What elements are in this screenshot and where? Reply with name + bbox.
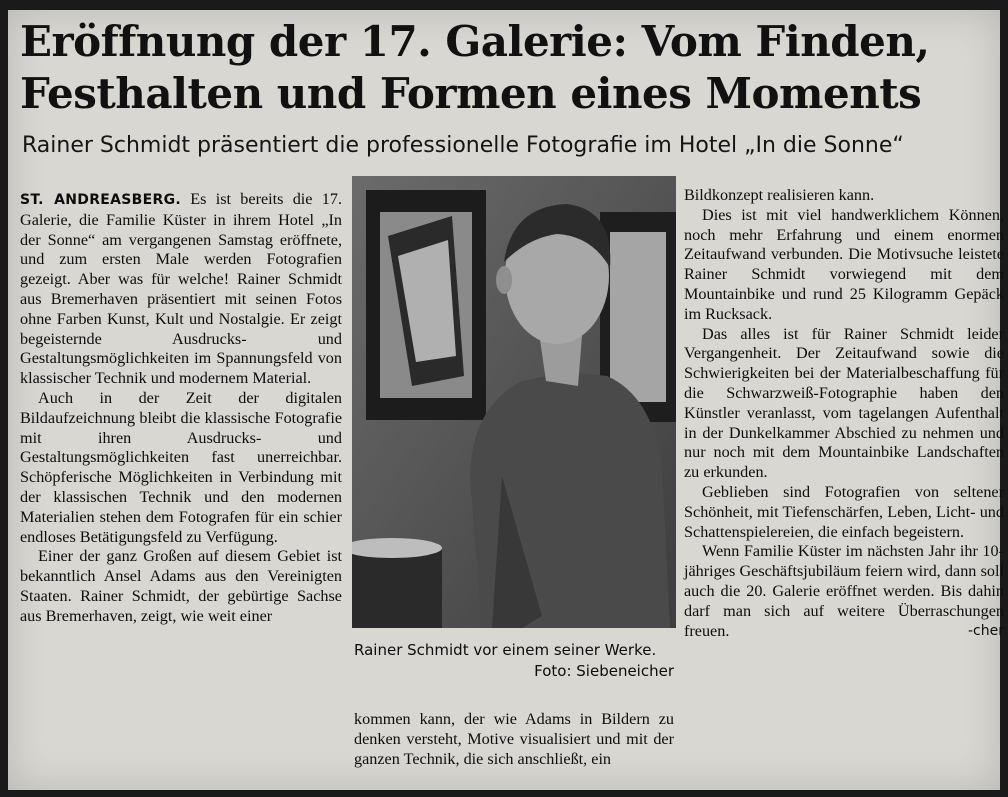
paragraph-text: Wenn Familie Küster im nächsten Jahr ihr 10-jähriges Geschäftsjubiläum feiern wird, dann soll auch die 20. Galerie eröffnet werden. Bis dahin darf man sich auf weitere Überraschungen freuen. [684,542,1004,640]
paragraph: kommen kann, der wie Adams in Bildern zu denken versteht, Motive visualisiert und mit der ganzen Technik, die sich anschließt, ein [354,710,674,768]
paragraph-text: Es ist bereits die 17. Galerie, die Familie Küster in ihrem Hotel „In der Sonne“ am vergangenen Samstag eröffnete, und zum ersten Male werden Fotografien gezeigt. Aber was für welche! Rainer Schmidt aus Bremerhaven präsentiert mit seinen Fotos ohne Farben Kunst, Kult und Nostalgie. Er zeigt begeisternde Ausdrucks- und Gestaltungsmöglichkeiten im Spannungsfeld von klassischer Technik und modernem Material. [20,190,342,388]
paragraph: Auch in der Zeit der digitalen Bildaufzeichnung bleibt die klassische Fotografie mit ihren Ausdrucks- und Gestaltungsmöglichkeiten fast unerreichbar. Schöpferische Möglichkeiten in Verbindung mit der klassischen Technik und den modernen Materialien stehen dem Fotografen für ein schier endloses Betätigungsfeld zu Verfügung. [20,388,342,546]
photo-image [352,176,676,628]
paragraph: Geblieben sind Fotografien von seltener Schönheit, mit Tiefenschärfen, Leben, Licht- und Schattenspielereien, die einfach begeistern. [684,482,1004,541]
column-2 [354,710,674,769]
paragraph [20,190,342,389]
paragraph: Einer der ganz Großen auf diesem Gebiet ist bekanntlich Ansel Adams aus den Vereinigten Staaten. Rainer Schmidt, der gebürtige Sachse aus Bremerhaven, zeigt, wie weit einer [20,547,342,625]
column-1 [20,190,342,627]
caption-text: Rainer Schmidt vor einem seiner Werke. [354,641,657,659]
paragraph: Das alles ist für Rainer Schmidt leider Vergangenheit. Der Zeitaufwand sowie die Schwierigkeiten bei der Materialbeschaffung für die Schwarzweiß-Fotographie haben den Künstler veranlasst, vom tagelangen Aufenthalt in der Dunkelkammer Abschied zu nehmen und nur noch mit dem Mountainbike Landschaften zu erkunden. [684,324,1004,482]
paragraph: Dies ist mit viel handwerklichem Können, noch mehr Erfahrung und einem enormen Zeitaufwand verbunden. Die Motivsuche leistete Rainer Schmidt vorwiegend mit dem Mountainbike und rund 25 Kilogramm Gepäck im Rucksack. [684,205,1004,323]
paragraph [684,542,1004,641]
photo-caption [354,640,674,682]
headline-line-2: Festhalten und Formen eines Moments [20,69,922,118]
photo-credit: Foto: Siebeneicher [534,662,674,680]
article-photo [352,176,676,628]
column-3 [684,186,1004,641]
subheadline: Rainer Schmidt präsentiert die professionelle Fotografie im Hotel „In die Sonne“ [22,133,904,158]
newspaper-clipping [8,10,1004,790]
headline [20,16,990,120]
author-signature: -cher [968,622,1004,639]
dateline: ST. ANDREASBERG. [20,192,181,208]
paragraph: Bildkonzept realisieren kann. [684,186,875,204]
headline-line-1: Eröffnung der 17. Galerie: Vom Finden, [20,17,930,66]
